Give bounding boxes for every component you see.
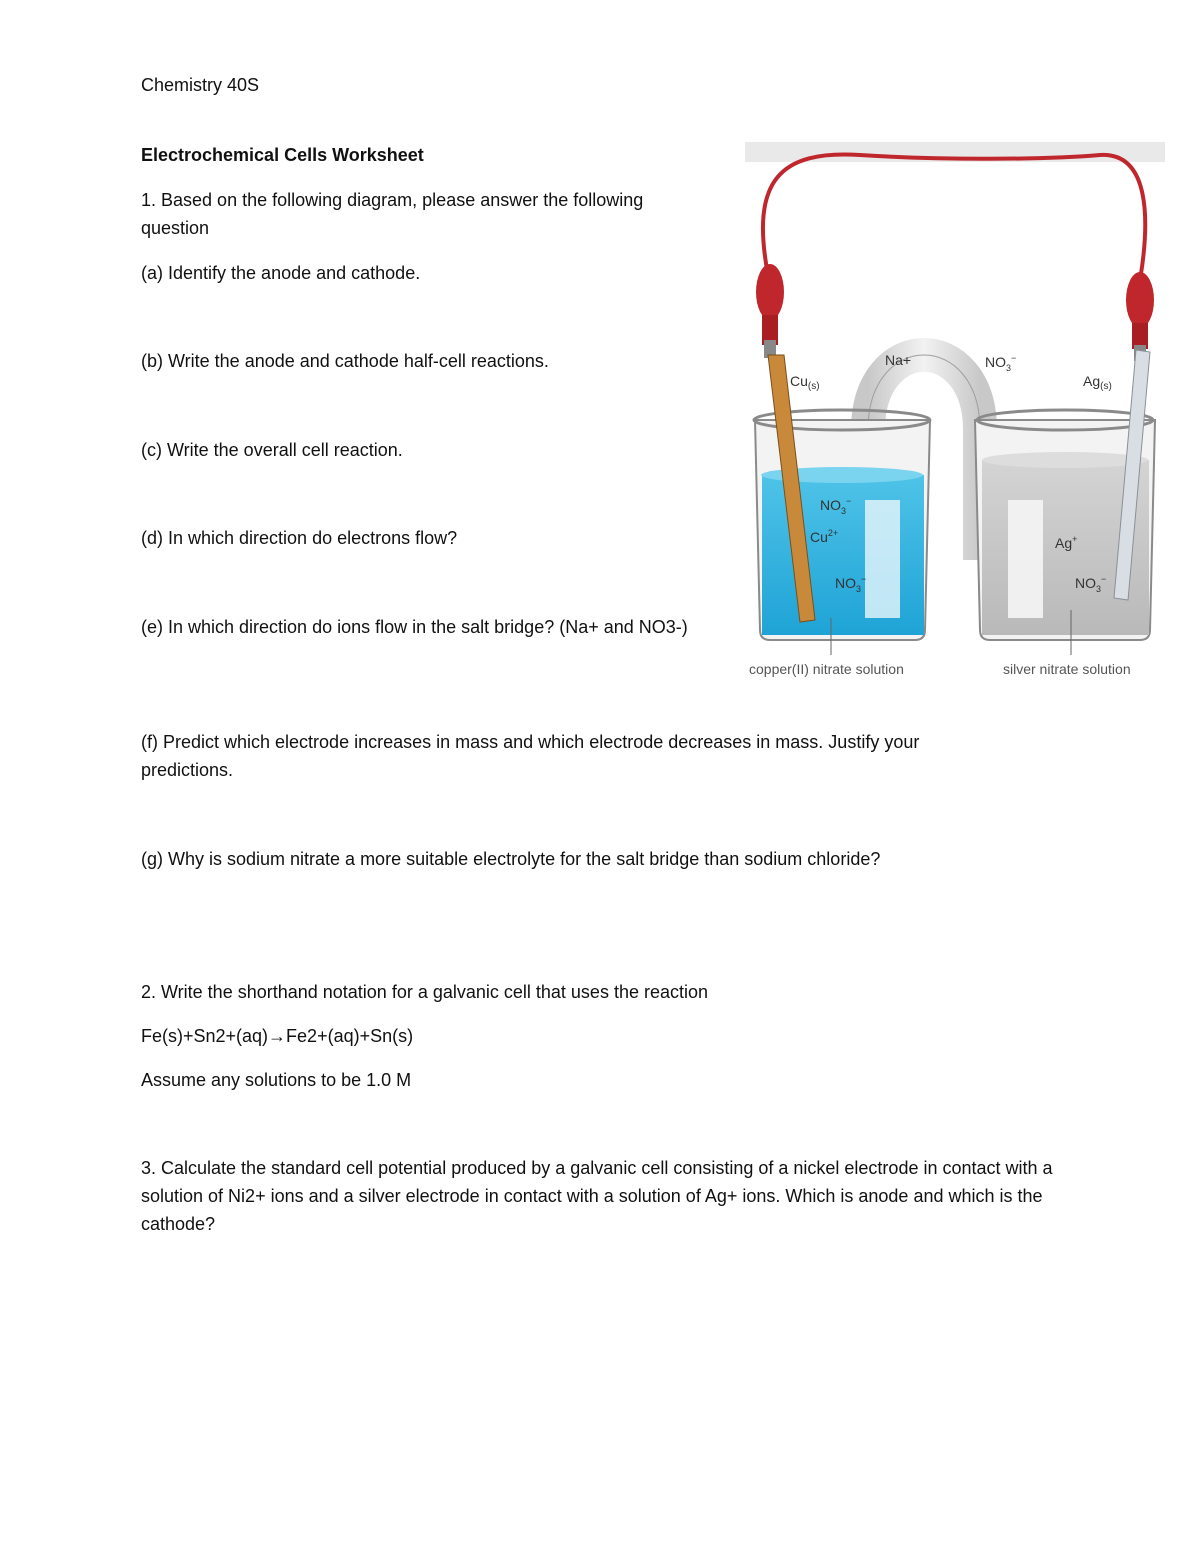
- question-2-intro: 2. Write the shorthand notation for a galvanic cell that uses the reaction: [141, 982, 708, 1002]
- left-nitrate-label-2: $NO_3^-$: [835, 574, 867, 594]
- external-wire: [763, 154, 1145, 280]
- cu-electrode-label: $Cu_{(s)}$: [790, 373, 820, 392]
- ag-electrode-label: $Ag_{(s)}$: [1083, 373, 1112, 392]
- question-1-intro: 1. Based on the following diagram, please answer the following question: [141, 190, 644, 238]
- question-1f: (f) Predict which electrode increases in mass and which electrode decreases in mass. Justify your predictions.: [141, 732, 920, 780]
- question-1e: (e) In which direction do ions flow in the salt bridge? (Na+ and NO3-): [141, 617, 688, 637]
- silver-ion-label: Ag+: [1055, 534, 1078, 551]
- question-1a: (a) Identify the anode and cathode.: [141, 263, 421, 283]
- question-1c: (c) Write the overall cell reaction.: [141, 440, 403, 460]
- question-1b: (b) Write the anode and cathode half-cell reactions.: [141, 351, 549, 371]
- silver-nitrate-caption: silver nitrate solution: [1003, 661, 1131, 677]
- copper-ion-label: $Cu^{2+}$: [810, 528, 839, 545]
- na-ion-label: Na+: [885, 352, 912, 368]
- question-1g: (g) Why is sodium nitrate a more suitable electrolyte for the salt bridge than sodium chloride?: [141, 849, 881, 869]
- right-alligator-clip: [1126, 272, 1154, 361]
- worksheet-title: Electrochemical Cells Worksheet: [141, 145, 424, 165]
- left-nitrate-label-1: $NO_3^-$: [820, 496, 852, 516]
- question-3: 3. Calculate the standard cell potential produced by a galvanic cell consisting of a nickel electrode in contact with a solution of Ni2+ ions and a silver electrode in contact with a solution of Ag+ ions. Which is anode and which is the cathode?: [141, 1158, 1053, 1234]
- galvanic-cell-diagram: [740, 140, 1170, 685]
- right-nitrate-label: $NO_3^-$: [1075, 574, 1107, 594]
- question-1d: (d) In which direction do electrons flow?: [141, 528, 458, 548]
- copper-nitrate-caption: copper(II) nitrate solution: [749, 661, 904, 677]
- bridge-nitrate-label: $NO_3^-$: [985, 353, 1017, 373]
- course-header: Chemistry 40S: [141, 75, 260, 95]
- question-2-reaction: Fe(s)+Sn2+(aq)→Fe2+(aq)+Sn(s): [141, 1026, 414, 1046]
- question-2-assumption: Assume any solutions to be 1.0 M: [141, 1070, 412, 1090]
- left-alligator-clip: [756, 264, 784, 358]
